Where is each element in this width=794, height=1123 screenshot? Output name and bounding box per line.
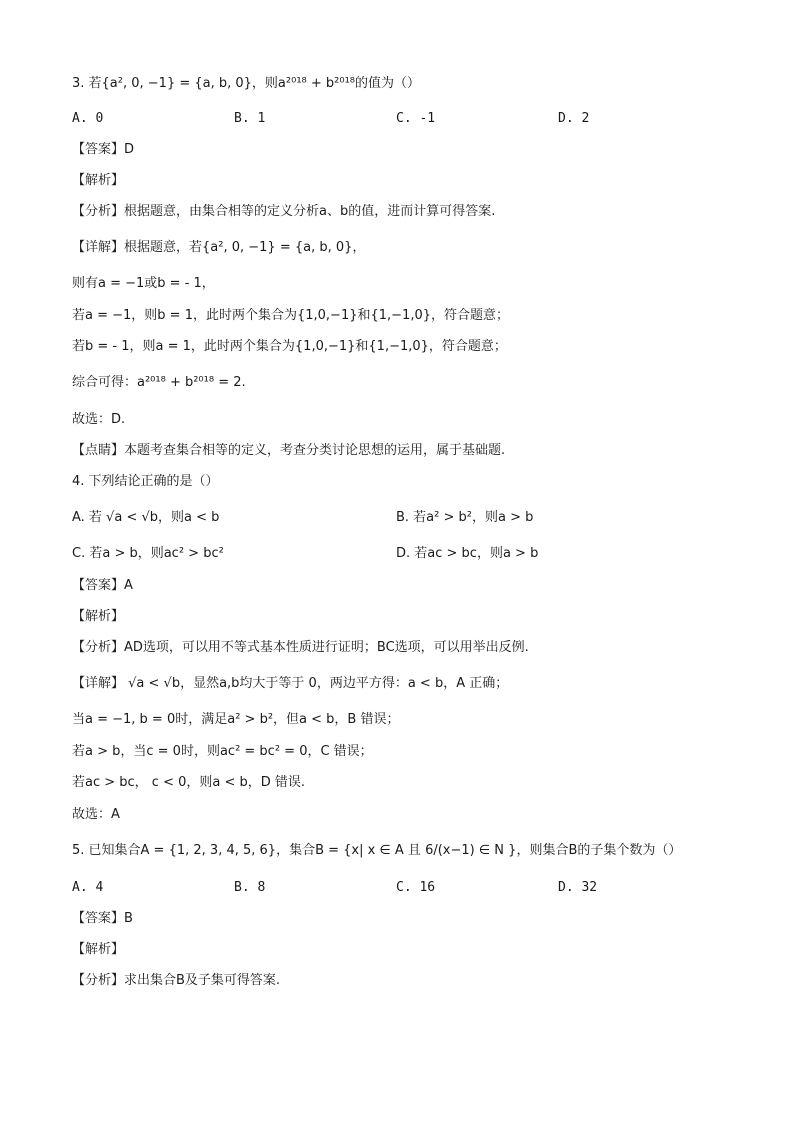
q3-option-c: C. -1 xyxy=(396,111,436,126)
q4-xiangjie-line-5: 故选：A xyxy=(72,807,120,822)
q3-xiangjie-line-3: 若a = −1，则b = 1，此时两个集合为{1,0,−1}和{1,−1,0}，符合题意； xyxy=(72,308,509,323)
q5-fenxi: 【分析】求出集合B及子集可得答案. xyxy=(72,973,281,988)
q3-xiangjie-line-2: 则有a = −1或b = - 1， xyxy=(72,276,215,291)
q4-option-d: D. 若ac > bc，则a > b xyxy=(396,546,539,561)
question-3-stem: 3. 若{a², 0, −1} = {a, b, 0}，则a²⁰¹⁸ + b²⁰¹⁸的值为（） xyxy=(72,76,421,91)
q4-xiangjie-line-1: 【详解】 √a < √b，显然a,b均大于等于 0，两边平方得：a < b，A 正确； xyxy=(72,676,509,691)
question-5-stem: 5. 已知集合A = {1, 2, 3, 4, 5, 6}，集合B = {x| x ∈ A 且 6/(x−1) ∈ N }，则集合B的子集个数为（） xyxy=(72,843,682,858)
q3-option-a: A. 0 xyxy=(72,111,104,126)
q3-analysis-heading: 【解析】 xyxy=(72,173,125,188)
q4-option-a: A. 若 √a < √b，则a < b xyxy=(72,510,220,525)
q5-analysis-heading: 【解析】 xyxy=(72,942,125,957)
q4-option-c: C. 若a > b，则ac² > bc² xyxy=(72,546,224,561)
q3-fenxi: 【分析】根据题意，由集合相等的定义分析a、b的值，进而计算可得答案. xyxy=(72,204,496,219)
question-4-stem: 4. 下列结论正确的是（） xyxy=(72,474,219,489)
q3-xiangjie-line-1: 【详解】根据题意，若{a², 0, −1} = {a, b, 0}， xyxy=(72,240,366,255)
q3-answer: 【答案】D xyxy=(72,142,135,157)
q4-xiangjie-line-2: 当a = −1, b = 0时，满足a² > b²，但a < b，B 错误； xyxy=(72,712,400,727)
q4-fenxi: 【分析】AD选项，可以用不等式基本性质进行证明；BC选项，可以用举出反例. xyxy=(72,640,529,655)
q4-answer: 【答案】A xyxy=(72,578,133,593)
q4-xiangjie-line-3: 若a > b，当c = 0时，则ac² = bc² = 0，C 错误； xyxy=(72,744,373,759)
q3-option-b: B. 1 xyxy=(234,111,266,126)
q3-dianjing: 【点睛】本题考查集合相等的定义，考查分类讨论思想的运用，属于基础题. xyxy=(72,443,506,458)
q4-analysis-heading: 【解析】 xyxy=(72,609,125,624)
q3-xiangjie-line-5: 综合可得：a²⁰¹⁸ + b²⁰¹⁸ = 2. xyxy=(72,375,246,390)
q4-xiangjie-line-4: 若ac > bc， c < 0，则a < b，D 错误. xyxy=(72,775,306,790)
q5-option-b: B. 8 xyxy=(234,880,266,895)
q3-option-d: D. 2 xyxy=(558,111,590,126)
q5-option-a: A. 4 xyxy=(72,880,104,895)
q5-answer: 【答案】B xyxy=(72,911,133,926)
q5-option-c: C. 16 xyxy=(396,880,436,895)
q3-xiangjie-line-4: 若b = - 1，则a = 1，此时两个集合为{1,0,−1}和{1,−1,0}，符合题意； xyxy=(72,339,507,354)
q3-xiangjie-line-6: 故选：D. xyxy=(72,412,126,427)
q5-option-d: D. 32 xyxy=(558,880,598,895)
q4-option-b: B. 若a² > b²，则a > b xyxy=(396,510,534,525)
